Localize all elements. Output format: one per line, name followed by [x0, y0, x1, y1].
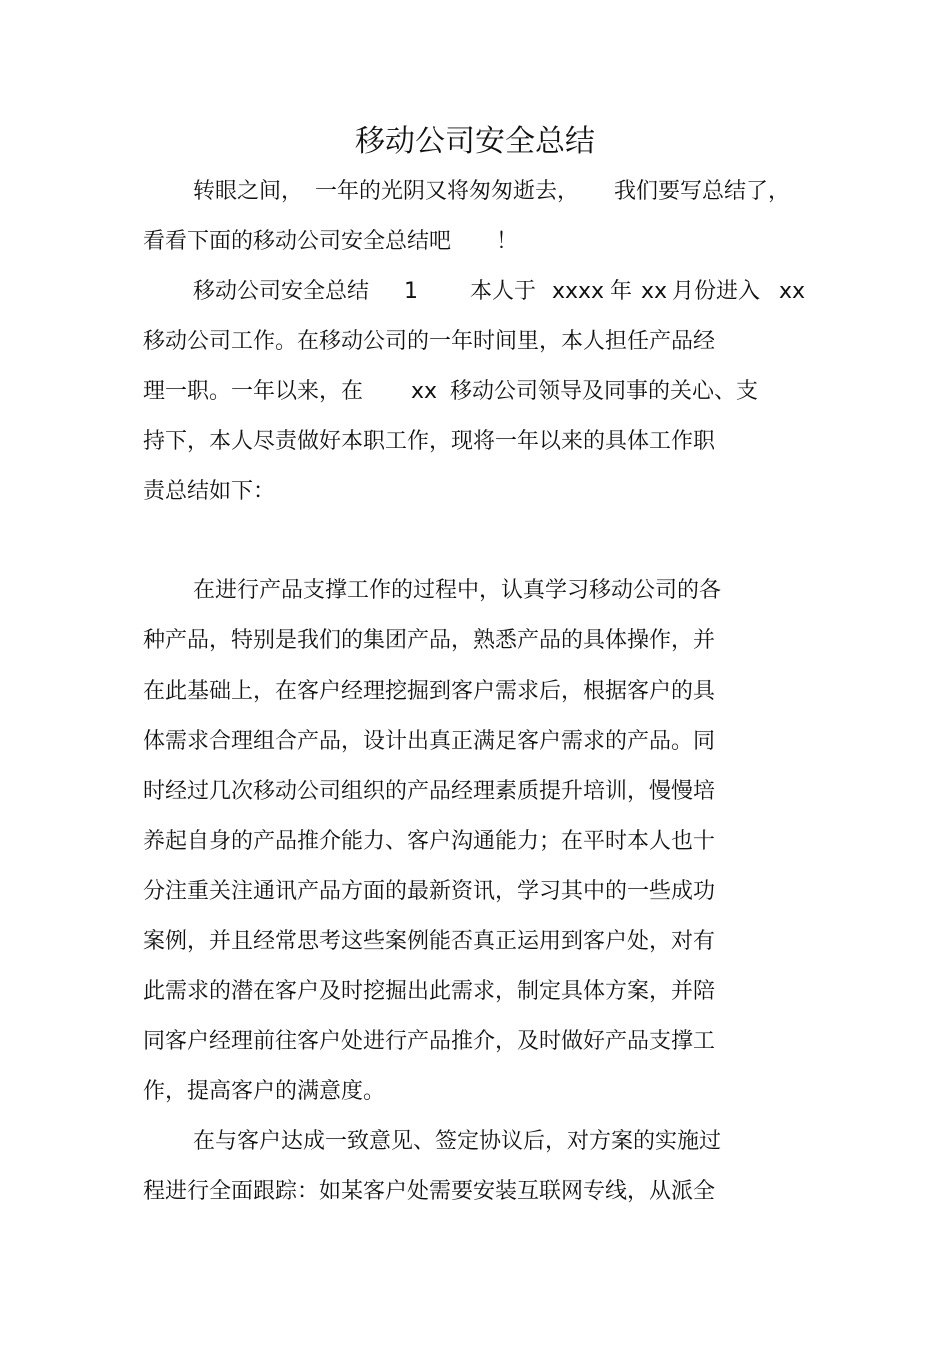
section2-line-9: 此需求的潜在客户及时挖掘出此需求，制定具体方案，并陪: [143, 979, 716, 1004]
section2-line-11: 作，提高客户的满意度。: [143, 1079, 386, 1104]
section2-line-1: 在进行产品支撑工作的过程中，认真学习移动公司的各: [193, 578, 722, 603]
text-segment: xxxx: [552, 279, 605, 304]
text-segment: 转眼之间，: [193, 179, 304, 204]
section2-line-4: 体需求合理组合产品，设计出真正满足客户需求的产品。同: [143, 729, 716, 754]
text-segment: 移动公司安全总结: [193, 279, 370, 304]
text-segment: 一年的光阴又将匆匆逝去，: [315, 179, 580, 204]
section2-line-7: 分注重关注通讯产品方面的最新资讯，学习其中的一些成功: [143, 879, 716, 904]
section1-line-1: [0, 276, 950, 308]
section2-line-6: 养起自身的产品推介能力、客户沟通能力；在平时本人也十: [143, 829, 716, 854]
document-title: 移动公司安全总结: [355, 124, 595, 159]
text-segment: ！: [496, 229, 519, 254]
text-segment: 理一职。一年以来，在: [143, 379, 364, 404]
text-segment: 我们要写总结了，: [614, 179, 791, 204]
section1-line-3: [0, 376, 950, 408]
section1-line-4: 持下，本人尽责做好本职工作，现将一年以来的具体工作职: [143, 429, 716, 454]
text-segment: 移动公司领导及同事的关心、支: [450, 379, 759, 404]
intro-line-1: [0, 176, 950, 208]
section1-line-2: 移动公司工作。在移动公司的一年时间里，本人担任产品经: [143, 329, 716, 354]
section2-line-10: 同客户经理前往客户处进行产品推介，及时做好产品支撑工: [143, 1029, 716, 1054]
section2-line-8: 案例，并且经常思考这些案例能否真正运用到客户处，对有: [143, 929, 716, 954]
section3-line-1: 在与客户达成一致意见、签定协议后，对方案的实施过: [193, 1129, 722, 1154]
text-segment: 年: [610, 279, 633, 304]
section2-line-2: 种产品，特别是我们的集团产品，熟悉产品的具体操作，并: [143, 628, 716, 653]
section3-line-2: 程进行全面跟踪：如某客户处需要安装互联网专线，从派全: [143, 1179, 716, 1204]
text-segment: xx: [641, 279, 668, 304]
section2-line-5: 时经过几次移动公司组织的产品经理素质提升培训，慢慢培: [143, 779, 716, 804]
section2-line-3: 在此基础上，在客户经理挖掘到客户需求后，根据客户的具: [143, 679, 716, 704]
section1-line-5: 责总结如下：: [143, 479, 276, 504]
text-segment: xx: [411, 379, 438, 404]
intro-line-2: [0, 226, 950, 258]
text-segment: 月份进入: [672, 279, 761, 304]
text-segment: 本人于: [470, 279, 537, 304]
text-segment: 看看下面的移动公司安全总结吧: [143, 229, 452, 254]
text-segment: 1: [404, 279, 418, 304]
text-segment: xx: [779, 279, 806, 304]
